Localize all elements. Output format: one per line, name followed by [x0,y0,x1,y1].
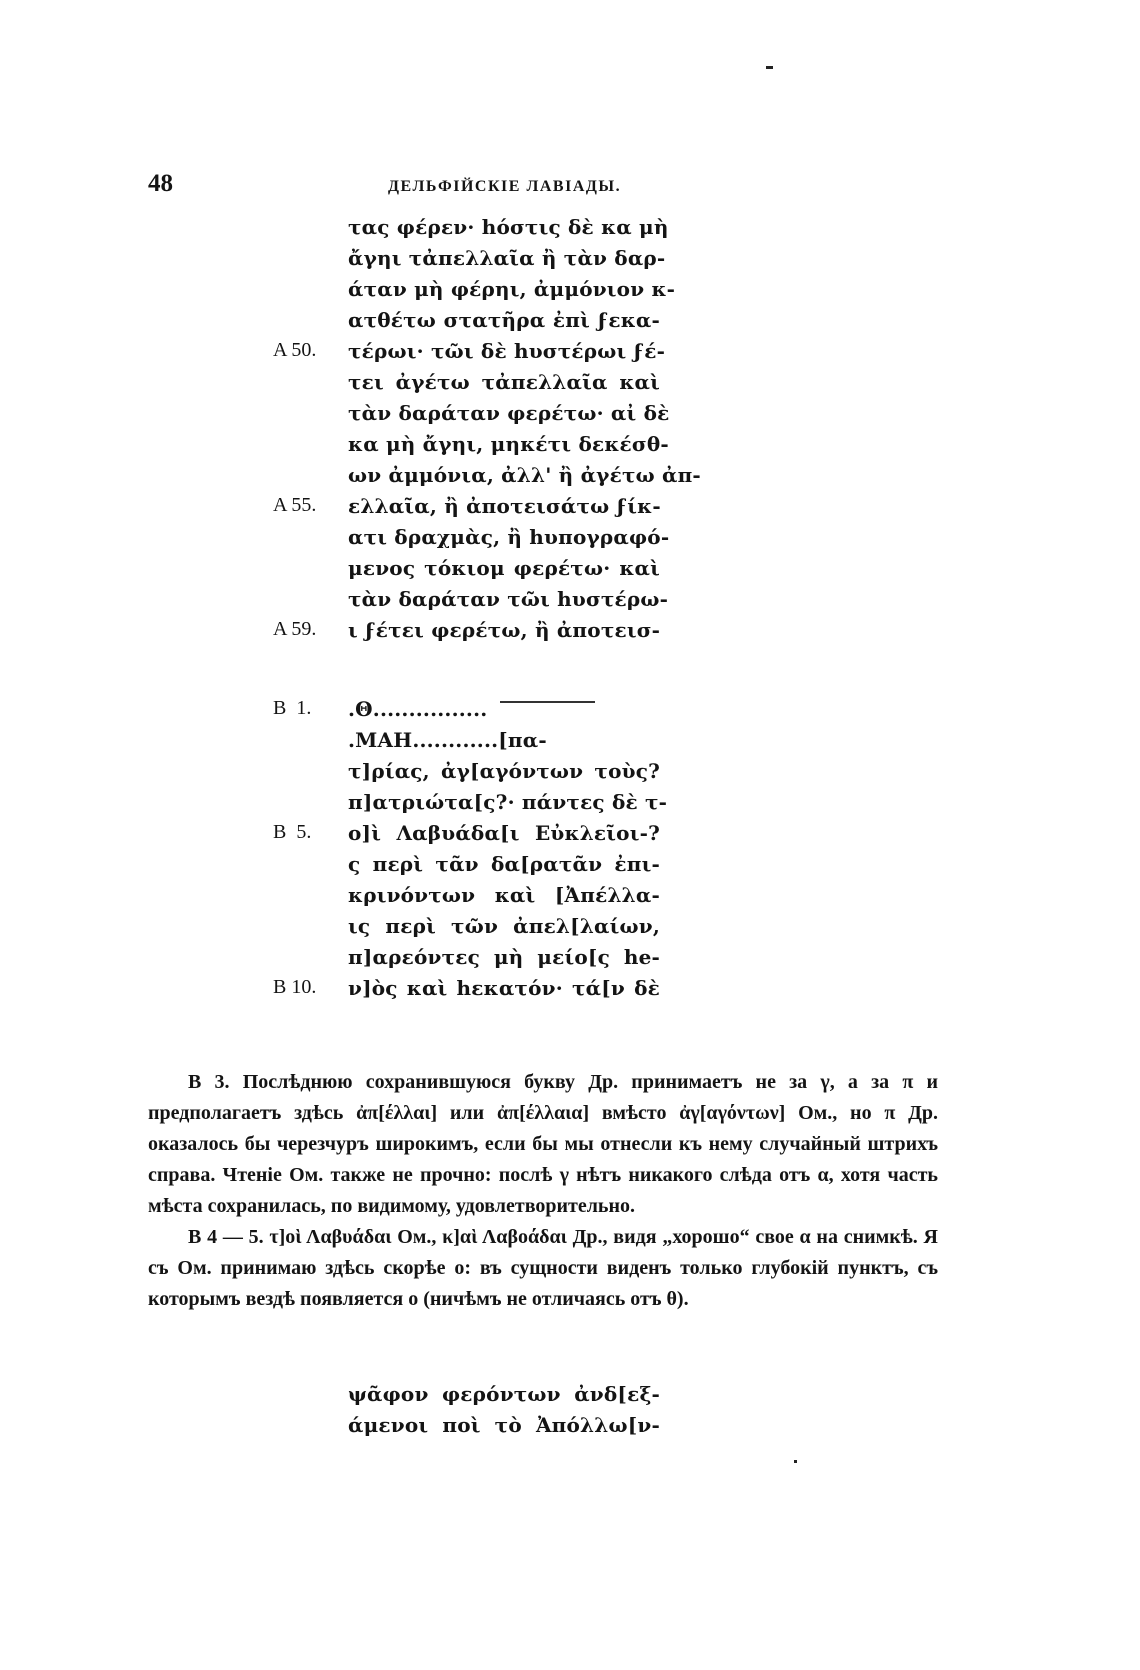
fragment-text: άμενοι ποὶ τὸ Ἀπόλλω[ν- [348,1413,660,1437]
line-text: .MAH............[πα- [348,728,547,752]
commentary-block [148,1067,938,1315]
line-text: π]αρεόντες μὴ μείο[ς he- [348,945,660,969]
inscription-line [148,618,678,649]
inscription-line [148,883,678,914]
line-text: ς περὶ τᾶν δα[ρατᾶν ἐπι- [348,852,660,876]
line-text: ο]ὶ Λαβυάδα[ι Εὐκλεῖοι-? [348,821,660,845]
line-text: ι ϝέτει φερέτω, ἢ ἀποτεισ- [348,618,661,642]
line-text: κα μὴ ἄγηι, μηκέτι δεκέσθ- [348,432,669,456]
inscription-line [148,215,678,246]
line-text: ν]ὸς καὶ hεκατόν· τά[ν δὲ [348,976,660,1000]
inscription-line [148,494,678,525]
line-text: ατι δραχμὰς, ἢ hυπογραφό- [348,525,670,549]
inscription-line [148,945,678,976]
inscription-line [148,432,678,463]
inscription-fragment [348,1382,660,1444]
line-text: άταν μὴ φέρηι, ἀμμόνιον κ- [348,277,676,301]
inscription-line [148,556,678,587]
commentary-paragraph: B 4 — 5. τ]οὶ Λαβυάδαι Ом., κ]αὶ Λαβοάδαι Др., видя „хорошо“ свое α на снимкѣ. Я съ Ом. принимаю здѣсь скорѣе ο: въ сущности виденъ только глубокій пунктъ, съ которымъ вездѣ появляется ο (ничѣмъ не отличаясь отъ θ). [148,1226,938,1310]
line-text: ις περὶ τῶν ἀπελ[λαίων, [348,914,660,938]
line-text: ατθέτω στατῆρα ἐπὶ ϝεκα- [348,308,660,332]
line-text: τας φέρεν· hόστις δὲ κα μὴ [348,215,669,239]
scan-speck [766,66,773,69]
line-text: ων ἀμμόνια, ἀλλ' ἢ ἀγέτω ἀπ- [348,463,701,487]
line-number: B 1. [273,697,312,719]
inscription-b-block [148,697,678,1007]
page-number: 48 [148,170,173,197]
fragment-text: ψᾶφον φερόντων ἀνδ[εξ- [348,1382,660,1406]
fragment-line [348,1413,660,1444]
inscription-line [148,308,678,339]
line-text: τὰν δαράταν τῶι hυστέρω- [348,587,669,611]
scan-speck [794,1460,797,1463]
line-number: A 55. [273,494,317,516]
inscription-line [148,914,678,945]
line-text: ελλαῖα, ἢ ἀποτεισάτω ϝίκ- [348,494,661,518]
inscription-line [148,759,678,790]
inscription-line [148,401,678,432]
inscription-line [148,463,701,494]
line-text: .Θ................ [348,697,488,721]
inscription-line [148,277,678,308]
line-text: κρινόντων καὶ [Ἀπέλλα- [348,883,660,907]
fragment-line [348,1382,660,1413]
inscription-line [148,697,678,728]
inscription-line [148,525,678,556]
page-header [148,170,668,210]
inscription-line [148,790,678,821]
line-text: τὰν δαράταν φερέτω· αἰ δὲ [348,401,670,425]
running-title: ДЕЛЬФІЙСКІЕ ЛАВІАДЫ. [388,178,622,195]
line-number: B 5. [273,821,312,843]
line-number: B 10. [273,976,317,998]
inscription-line [148,246,678,277]
inscription-line [148,339,678,370]
line-text: π]ατριώτα[ς?· πάντες δὲ τ- [348,790,668,814]
line-text: τει ἀγέτω τἀπελλαῖα καὶ [348,370,660,394]
inscription-a-block [148,215,701,649]
inscription-line [148,976,678,1007]
line-text: ἄγηι τἀπελλαῖα ἢ τὰν δαρ- [348,246,666,270]
line-text: τ]ρίας, ἀγ[αγόντων τοὺς? [348,759,660,783]
commentary-paragraph: B 3. Послѣднюю сохранившуюся букву Др. принимаетъ не за γ, а за π и предполагаетъ здѣсь ἀπ[έλλαι] или ἀπ[έλλαια] вмѣсто ἀγ[αγόντων] Ом., но π Др. оказалось бы черезчуръ широкимъ, если бы мы отнесли къ нему случайный штрихъ справа. Чтеніе Ом. также не прочно: послѣ γ нѣтъ никакого слѣда отъ α, хотя часть мѣста сохранилась, по видимому, удовлетворительно. [148,1071,938,1217]
line-text: τέρωι· τῶι δὲ hυστέρωι ϝέ- [348,339,666,363]
line-text: μενος τόκιομ φερέτω· καὶ [348,556,660,580]
line-number: A 50. [273,339,317,361]
inscription-line [148,728,678,759]
inscription-line [148,370,678,401]
inscription-line [148,852,678,883]
inscription-line [148,587,678,618]
inscription-line [148,821,678,852]
line-number: A 59. [273,618,317,640]
